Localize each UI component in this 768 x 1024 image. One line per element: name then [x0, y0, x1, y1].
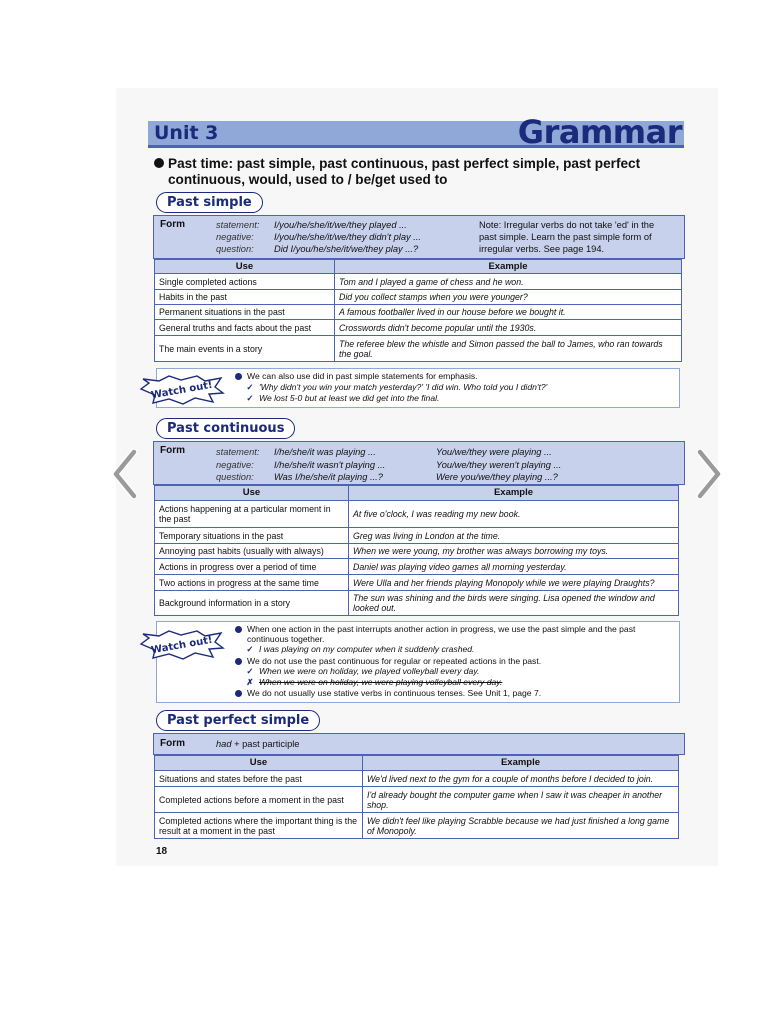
table-row: [155, 528, 679, 544]
watch-text: When one action in the past interrupts another action in progress, we use the past simple and the past: [247, 624, 636, 634]
table-row: [155, 591, 679, 616]
section-title: Grammar: [517, 113, 682, 151]
table-row: [155, 544, 679, 559]
example-cell: Greg was living in London at the time.: [349, 528, 679, 544]
bullet-icon: [235, 373, 242, 380]
watch-line: [245, 644, 474, 654]
use-cell: Completed actions where the important thing is the result at a moment in the past: [155, 813, 363, 839]
watch-out-text: Watch out!: [150, 379, 214, 402]
watch-text: When we were on holiday, we played volleyball every day.: [259, 666, 480, 676]
example-cell: We'd lived next to the gym for a couple of months before I decided to join.: [363, 771, 679, 787]
form-value: I/he/she/it wasn't playing ...: [274, 460, 386, 470]
example-cell: Did you collect stamps when you were younger?: [335, 290, 682, 305]
form-value: You/we/they weren't playing ...: [436, 460, 562, 470]
example-header: Example: [363, 756, 679, 771]
chevron-right-icon[interactable]: [694, 448, 724, 500]
use-cell: Situations and states before the past: [155, 771, 363, 787]
table-row: [155, 274, 682, 290]
use-cell: Habits in the past: [155, 290, 335, 305]
watch-line: [245, 666, 479, 676]
watch-text: continuous together.: [247, 634, 325, 644]
form-note: irregular verbs. See page 194.: [479, 244, 605, 254]
example-cell: When we were young, my brother was always borrowing my toys.: [349, 544, 679, 559]
form-label: Form: [160, 219, 185, 230]
bullet-icon: [235, 690, 242, 697]
watch-line: [235, 624, 635, 634]
checkmark-icon: ✓: [246, 644, 254, 654]
unit-label: Unit 3: [154, 122, 219, 144]
table-row: [155, 290, 682, 305]
use-cell: Single completed actions: [155, 274, 335, 290]
example-cell: The referee blew the whistle and Simon passed the ball to James, who ran towards the goal.: [335, 336, 682, 362]
example-cell: A famous footballer lived in our house before we bought it.: [335, 305, 682, 320]
form-key: negative:: [216, 232, 254, 242]
past-perfect-table: [154, 755, 679, 839]
unit-header: [148, 113, 684, 151]
use-cell: Actions happening at a particular moment in the past: [155, 501, 349, 528]
form-label: Form: [160, 445, 185, 456]
watch-text: We can also use did in past simple statements for emphasis.: [247, 371, 478, 381]
use-header: Use: [155, 260, 335, 274]
form-value: Did I/you/he/she/it/we/they play ...?: [274, 244, 419, 254]
table-row: [155, 501, 679, 528]
watch-line: [235, 656, 541, 666]
table-row: [155, 813, 679, 839]
table-row: [155, 787, 679, 813]
use-cell: Permanent situations in the past: [155, 305, 335, 320]
form-label: Form: [160, 738, 185, 749]
form-key: question:: [216, 472, 254, 482]
past-simple-title: Past simple: [156, 192, 263, 213]
form-value: I/you/he/she/it/we/they played ...: [274, 220, 407, 230]
example-cell: Were Ulla and her friends playing Monopoly while we were playing Draughts?: [349, 575, 679, 591]
watch-line: [235, 688, 541, 698]
use-cell: Background information in a story: [155, 591, 349, 616]
page-number: 18: [156, 846, 168, 857]
use-cell: General truths and facts about the past: [155, 320, 335, 336]
example-cell: At five o'clock, I was reading my new book.: [349, 501, 679, 528]
cross-icon: ✗: [246, 677, 254, 687]
past-continuous-title: Past continuous: [156, 418, 295, 439]
form-note: past simple. Learn the past simple form of: [479, 232, 652, 242]
past-perfect-simple-title: Past perfect simple: [156, 710, 320, 731]
watch-line: [245, 677, 502, 687]
form-value: Were you/we/they playing ...?: [436, 472, 558, 482]
form-key: statement:: [216, 220, 260, 230]
past-continuous-form-box: [153, 441, 685, 485]
past-continuous-table: [154, 485, 679, 616]
checkmark-icon: ✓: [246, 393, 254, 403]
checkmark-icon: ✓: [246, 666, 254, 676]
example-cell: Tom and I played a game of chess and he won.: [335, 274, 682, 290]
bullet-icon: [235, 658, 242, 665]
bullet-icon: [154, 158, 164, 168]
use-cell: Temporary situations in the past: [155, 528, 349, 544]
example-header: Example: [349, 486, 679, 501]
watch-line: [235, 371, 478, 381]
watch-out-badge: [139, 375, 225, 405]
past-simple-form-box: [153, 215, 685, 259]
form-value: had + past participle: [216, 739, 300, 749]
form-key: question:: [216, 244, 254, 254]
use-cell: Completed actions before a moment in the past: [155, 787, 363, 813]
use-cell: The main events in a story: [155, 336, 335, 362]
table-row: [155, 559, 679, 575]
form-value: I/you/he/she/it/we/they didn't play ...: [274, 232, 421, 242]
use-header: Use: [155, 756, 363, 771]
watch-line: [245, 382, 547, 392]
example-cell: I'd already bought the computer game when I saw it was cheaper in another shop.: [363, 787, 679, 813]
form-note: Note: Irregular verbs do not take 'ed' in the: [479, 220, 655, 230]
topic-heading: [168, 156, 688, 188]
use-header: Use: [155, 486, 349, 501]
checkmark-icon: ✓: [246, 382, 254, 392]
use-cell: Annoying past habits (usually with always): [155, 544, 349, 559]
table-row: [155, 336, 682, 362]
watch-line: [245, 393, 439, 403]
form-value: I/he/she/it was playing ...: [274, 447, 376, 457]
table-row: [155, 305, 682, 320]
example-cell: We didn't feel like playing Scrabble because we had just finished a long game of Monopoly.: [363, 813, 679, 839]
watch-text: When we were on holiday, we were playing volleyball every day.: [259, 677, 503, 687]
table-row: [155, 771, 679, 787]
form-key: negative:: [216, 460, 254, 470]
watch-text: 'Why didn't you win your match yesterday?' 'I did win. Who told you I didn't?': [259, 382, 548, 392]
watch-out-text: Watch out!: [150, 634, 214, 657]
bullet-icon: [235, 626, 242, 633]
example-cell: The sun was shining and the birds were singing. Lisa opened the window and looked out.: [349, 591, 679, 616]
watch-text: We do not use the past continuous for regular or repeated actions in the past.: [247, 656, 542, 666]
form-value: Was I/he/she/it playing ...?: [274, 472, 383, 482]
use-cell: Two actions in progress at the same time: [155, 575, 349, 591]
watch-text: I was playing on my computer when it suddenly crashed.: [259, 644, 475, 654]
use-cell: Actions in progress over a period of time: [155, 559, 349, 575]
table-row: [155, 575, 679, 591]
watch-line: [247, 634, 324, 644]
past-simple-table: [154, 259, 682, 362]
topic-text: Past time: past simple, past continuous, past perfect simple, past perfect continuous, would, used to / be/get used to: [168, 156, 641, 187]
watch-text: We do not usually use stative verbs in continuous tenses. See Unit 1, page 7.: [247, 688, 542, 698]
chevron-left-icon[interactable]: [110, 448, 140, 500]
example-header: Example: [335, 260, 682, 274]
example-cell: Daniel was playing video games all morning yesterday.: [349, 559, 679, 575]
form-key: statement:: [216, 447, 260, 457]
form-value: You/we/they were playing ...: [436, 447, 552, 457]
past-simple-watch-out: [150, 368, 680, 408]
past-perfect-form-box: [153, 733, 685, 755]
past-continuous-watch-out: [150, 621, 680, 703]
watch-text: We lost 5-0 but at least we did get into the final.: [259, 393, 440, 403]
table-row: [155, 320, 682, 336]
watch-out-badge: [139, 630, 225, 660]
example-cell: Crosswords didn't become popular until the 1930s.: [335, 320, 682, 336]
